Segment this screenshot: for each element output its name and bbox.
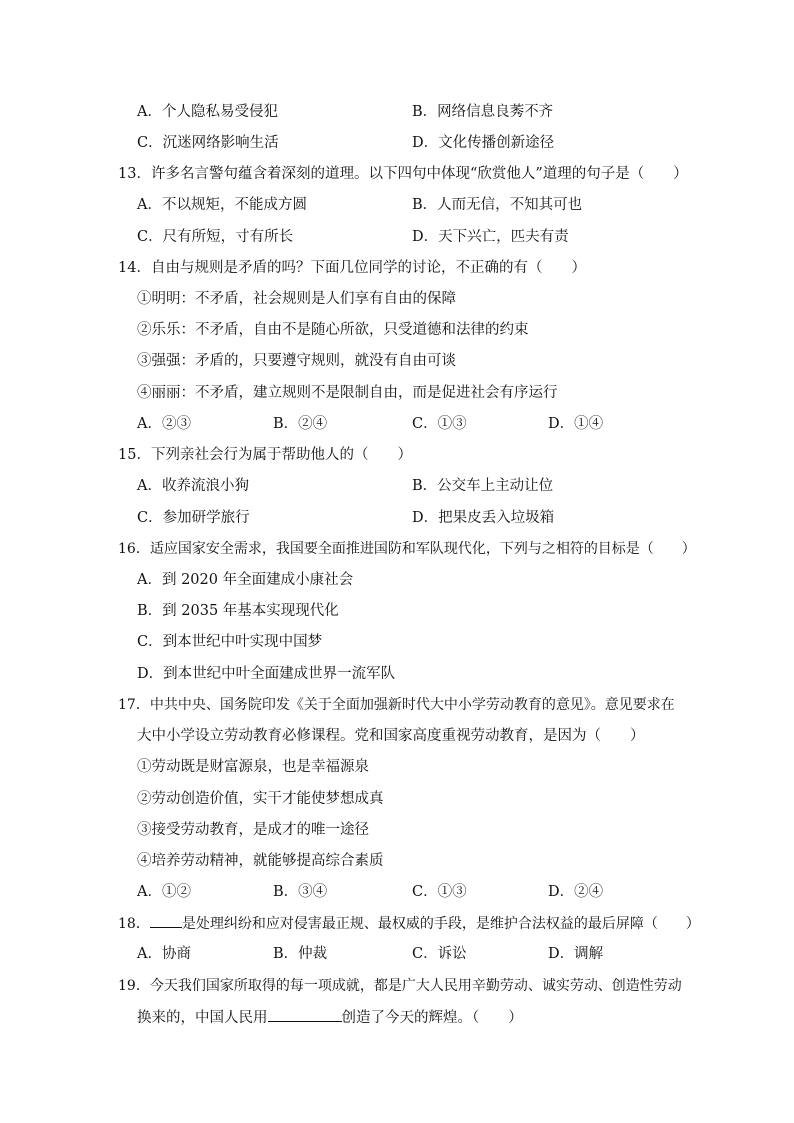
q14-statement-3: ③强强：矛盾的，只要遵守规则，就没有自由可谈 xyxy=(137,353,456,369)
q19-stem-post: 创造了今天的辉煌。（ ） xyxy=(341,1010,523,1026)
q17-option-b: B．③④ xyxy=(273,884,328,900)
q17-option-d: D．②④ xyxy=(548,884,604,900)
q17-statement-4: ④培养劳动精神，就能够提高综合素质 xyxy=(137,853,384,869)
q17-option-a: A．①② xyxy=(137,884,191,900)
q12-option-c: C．沉迷网络影响生活 xyxy=(137,135,279,151)
q14-option-c: C．①③ xyxy=(412,416,467,432)
q15-option-b: B．公交车上主动让位 xyxy=(412,478,554,494)
q13-option-c: C．尺有所短，寸有所长 xyxy=(137,229,294,245)
q12-option-a: A．个人隐私易受侵犯 xyxy=(137,104,278,120)
q14-statement-1: ①明明：不矛盾，社会规则是人们享有自由的保障 xyxy=(137,291,456,307)
q18-option-c: C．诉讼 xyxy=(412,946,467,962)
q13-stem: 13．许多名言警句蕴含着深刻的道理。以下四句中体现“欣赏他人”道理的句子是（ ） xyxy=(118,166,688,182)
q19-answer-blank xyxy=(268,1007,342,1022)
q15-stem: 15．下列亲社会行为属于帮助他人的（ ） xyxy=(118,447,412,463)
q17-statement-1: ①劳动既是财富源泉，也是幸福源泉 xyxy=(137,759,369,775)
q16-option-a: A．到 2020 年全面建成小康社会 xyxy=(137,572,354,588)
q18-number: 18． xyxy=(118,916,150,932)
q12-option-d: D．文化传播创新途径 xyxy=(412,135,555,151)
q14-option-a: A．②③ xyxy=(137,416,191,432)
q18-option-b: B．仲裁 xyxy=(273,946,328,962)
q17-stem-line-1: 17．中共中央、国务院印发《关于全面加强新时代大中小学劳动教育的意见》。意见要求在 xyxy=(118,697,675,713)
q15-option-a: A．收养流浪小狗 xyxy=(137,478,249,494)
q17-statement-3: ③接受劳动教育，是成才的唯一途径 xyxy=(137,822,369,838)
q14-option-d: D．①④ xyxy=(548,416,604,432)
q14-statement-4: ④丽丽：不矛盾，建立规则不是限制自由，而是促进社会有序运行 xyxy=(137,385,558,401)
q13-option-b: B．人而无信，不知其可也 xyxy=(412,197,583,213)
q16-option-c: C．到本世纪中叶实现中国梦 xyxy=(137,634,323,650)
q15-option-c: C．参加研学旅行 xyxy=(137,510,250,526)
q13-option-d: D．天下兴亡，匹夫有责 xyxy=(412,229,569,245)
q18-option-a: A．协商 xyxy=(137,946,191,962)
q18-answer-blank xyxy=(150,913,182,928)
q16-stem: 16．适应国家安全需求，我国要全面推进国防和军队现代化，下列与之相符的目标是（ ） xyxy=(118,541,696,557)
q12-option-b: B．网络信息良莠不齐 xyxy=(412,104,554,120)
q17-option-c: C．①③ xyxy=(412,884,467,900)
q17-statement-2: ②劳动创造价值，实干才能使梦想成真 xyxy=(137,791,384,807)
q14-stem: 14．自由与规则是矛盾的吗？下面几位同学的讨论，不正确的有（ ） xyxy=(118,260,586,276)
q18-option-d: D．调解 xyxy=(548,946,604,962)
q19-stem-line-1: 19．今天我们国家所取得的每一项成就，都是广大人民用辛勤劳动、诚实劳动、创造性劳动 xyxy=(118,978,682,994)
q16-option-d: D．到本世纪中叶全面建成世界一流军队 xyxy=(137,666,396,682)
q13-option-a: A．不以规矩，不能成方圆 xyxy=(137,197,307,213)
q16-option-b: B．到 2035 年基本实现现代化 xyxy=(137,603,339,619)
q15-option-d: D．把果皮丢入垃圾箱 xyxy=(412,510,555,526)
q18-stem-text: 是处理纠纷和应对侵害最正规、最权威的手段，是维护合法权益的最后屏障（ ） xyxy=(181,916,700,932)
q18-stem xyxy=(118,913,700,934)
q19-stem-pre: 换来的，中国人民用 xyxy=(137,1010,268,1026)
q14-option-b: B．②④ xyxy=(273,416,328,432)
q17-stem-line-2: 大中小学设立劳动教育必修课程。党和国家高度重视劳动教育，是因为（ ） xyxy=(137,728,645,744)
q19-stem-line-2 xyxy=(137,1007,523,1028)
q14-statement-2: ②乐乐：不矛盾，自由不是随心所欲，只受道德和法律的约束 xyxy=(137,322,529,338)
